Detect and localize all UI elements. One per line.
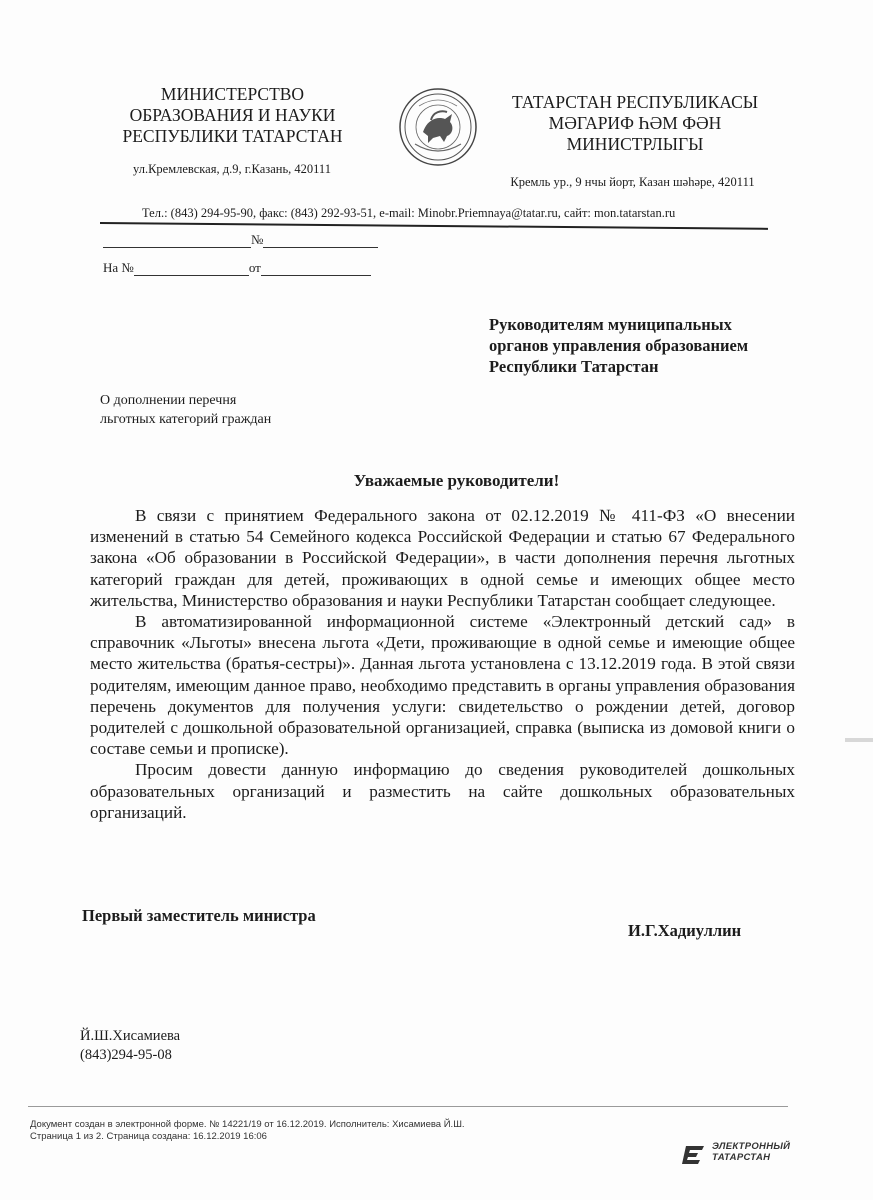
body-paragraph: Просим довести данную информацию до сведения руководителей дошкольных образовательных организаций и разместить на сайте дошкольных образовательных организаций. [90,760,795,822]
footer-divider [28,1106,788,1107]
ministry-name-line: ТАТАРСТАН РЕСПУБЛИКАСЫ [511,92,759,112]
reply-reference-field [103,260,371,276]
ministry-name-line: МИНИСТЕРСТВО [160,84,305,104]
recipient-line: Республики Татарстан [489,357,659,376]
body-paragraph: В автоматизированной информационной системе «Электронный детский сад» в справочник «Льготы» внесена льгота «Дети, проживающие в одной семье и имеющие общее место жительства (братья-сестры)». Данная льгота установлена с 13.12.2019 года. В этой связи родителям, имеющим данное право, необходимо представить в органы управления образования перечень документов для получения услуги: свидетельство о рождении детей, договор родителей с дошкольной образовательной организацией, справка (выписка из домовой книги о составе семьи и прописке). [90,612,795,759]
recipient-line: органов управления образованием [489,336,749,355]
ministry-address-tatar: Кремль ур., 9 нчы йорт, Казан шәһәре, 420111 [510,175,755,189]
ministry-name-line: МӘГАРИФ ҺӘМ ФӘН [548,113,722,133]
electronic-tatarstan-logo [682,1140,792,1170]
letter-body [90,505,795,823]
brand-line: ТАТАРСТАН [712,1152,771,1163]
coat-of-arms-icon [397,86,479,168]
reply-label: На № [103,260,134,275]
executor-name: Й.Ш.Хисамиева [80,1028,181,1044]
electronic-tatarstan-icon [682,1142,708,1166]
recipient-line: Руководителям муниципальных [489,315,732,334]
ministry-address-russian: ул.Кремлевская, д.9, г.Казань, 420111 [133,162,331,176]
executor-phone: (843)294-95-08 [80,1047,172,1063]
brand-line: ЭЛЕКТРОННЫЙ [712,1141,791,1152]
footer-page-line: Страница 1 из 2. Страница создана: 16.12.2019 16:06 [30,1131,267,1142]
signatory-name: И.Г.Хадиуллин [628,921,742,940]
header-divider [100,222,768,230]
registration-date-field [103,232,378,248]
contact-line: Тел.: (843) 294-95-90, факс: (843) 292-93-51, e-mail: Minobr.Priemnaya@tatar.ru, сайт: mon.tatarstan.ru [142,206,676,220]
executor-block [80,1027,180,1065]
subject-line: О дополнении перечня [100,393,237,408]
footer-document-line: Документ создан в электронной форме. № 14221/19 от 16.12.2019. Исполнитель: Хисамиева Й.Ш. [30,1119,465,1130]
scan-artifact [845,738,873,742]
recipient-block [489,314,748,377]
ministry-name-russian [100,84,365,147]
from-label: от [248,260,261,275]
body-paragraph: В связи с принятием Федерального закона от 02.12.2019 № 411-ФЗ «О внесении изменений в статью 54 Семейного кодекса Российской Федерации и статью 67 Федерального закона «Об образовании в Российской Федерации», в части дополнения перечня льготных категорий граждан для детей, проживающих в одной семье и имеющих общее место жительства, Министерство образования и науки Республики Татарстан сообщает следующее. [90,506,795,610]
ministry-name-line: МИНИСТРЛЫГЫ [566,134,704,154]
number-label: № [251,232,264,247]
footer-info [30,1119,465,1143]
ministry-name-line: ОБРАЗОВАНИЯ И НАУКИ [129,105,336,125]
subject-line: льготных категорий граждан [100,412,272,427]
ministry-name-line: РЕСПУБЛИКИ ТАТАРСТАН [122,126,343,146]
greeting: Уважаемые руководители! [353,471,560,490]
subject-block [100,391,271,429]
signatory-position: Первый заместитель министра [82,906,316,925]
ministry-name-tatar [500,92,770,155]
